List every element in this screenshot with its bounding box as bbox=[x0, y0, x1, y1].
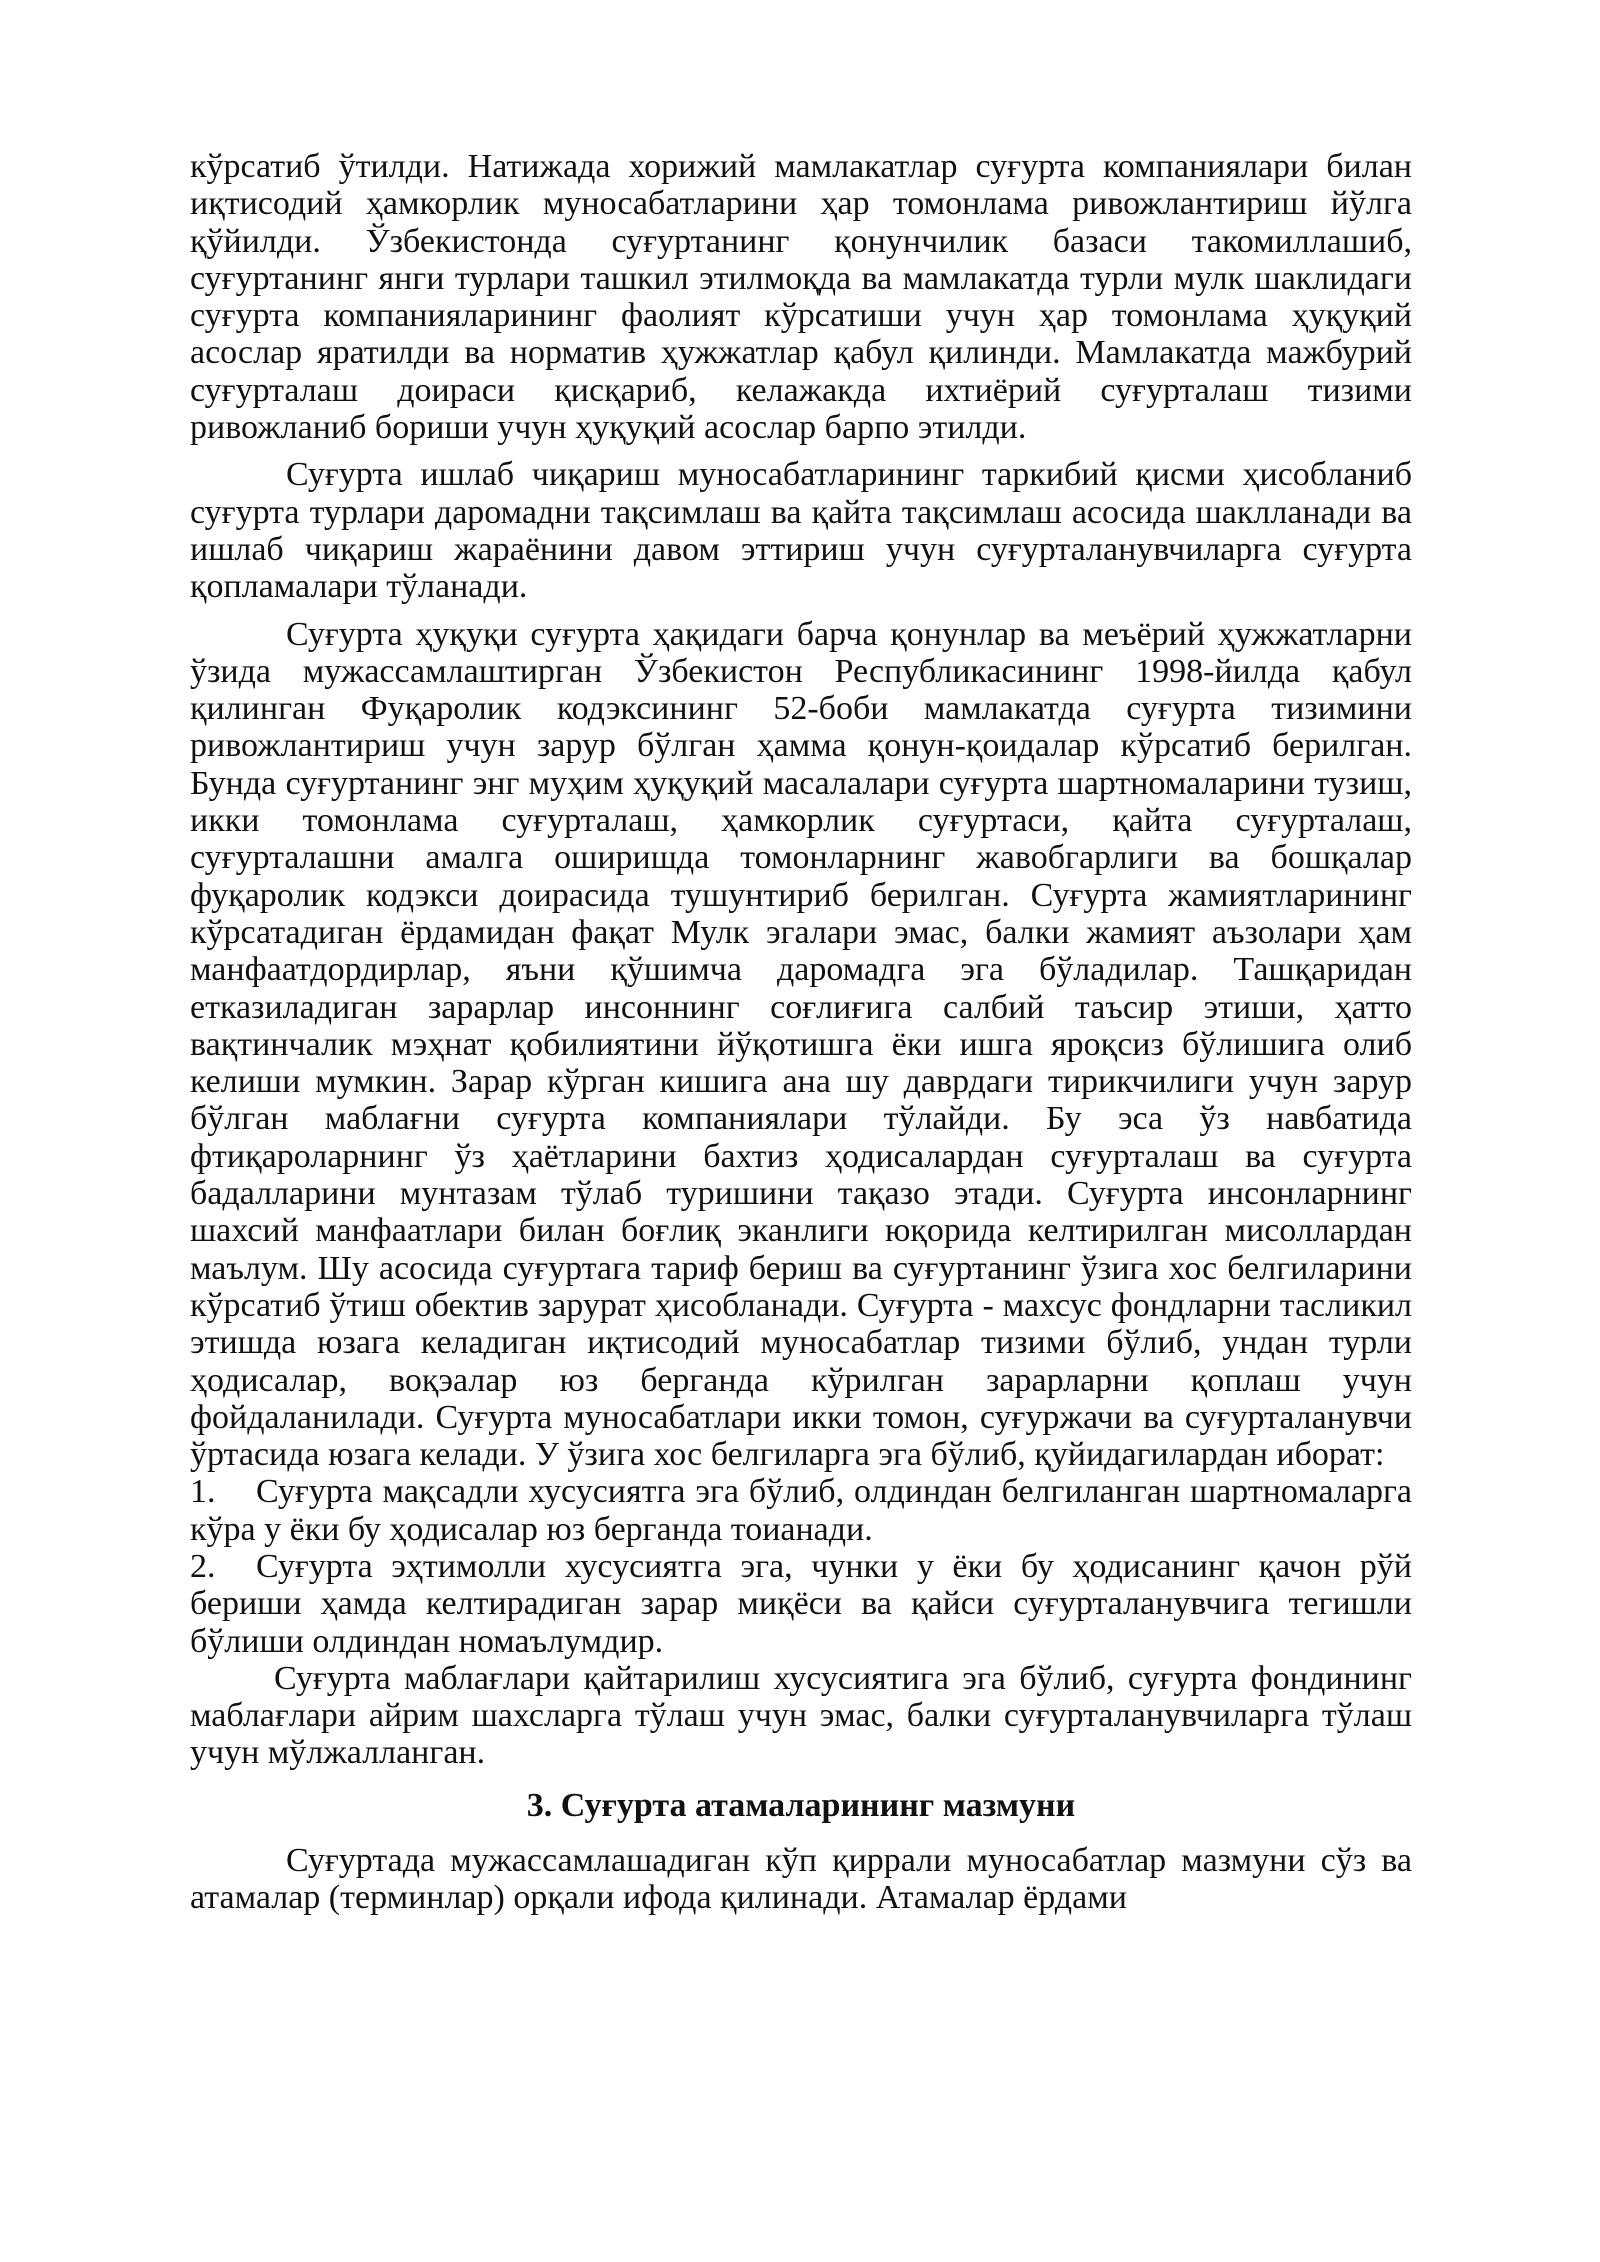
list-item-1 bbox=[190, 1473, 1412, 1548]
paragraph-3: Суғурта ҳуқуқи суғурта ҳақидаги барча қонунлар ва меъёрий ҳужжатларни ўзида мужассамлаштирган Ўзбекистон Республикасининг 1998-йилда қабул қилинган Фуқаролик кодэксининг 52-боби мамлакатда суғурта тизимини ривожлантириш учун зарур бўлган ҳамма қонун-қоидалар кўрсатиб берилган. Бунда суғуртанинг энг муҳим ҳуқуқий масалалари суғурта шартномаларини тузиш, икки томонлама суғурталаш, ҳамкорлик суғуртаси, қайта суғурталаш, суғурталашни амалга оширишда томонларнинг жавобгарлиги ва бошқалар фуқаролик кодэкси доирасида тушунтириб берилган. Суғурта жамиятларининг кўрсатадиган ёрдамидан фақат Мулк эгалари эмас, балки жамият аъзолари ҳам манфаатдордирлар, яъни қўшимча даромадга эга бўладилар. Ташқаридан етказиладиган зарарлар инсоннинг соғлиғига салбий таъсир этиши, ҳатто вақтинчалик мэҳнат қобилиятини йўқотишга ёки ишга яроқсиз бўлишига олиб келиши мумкин. Зарар кўрган кишига ана шу даврдаги тирикчилиги учун зарур бўлган маблағни суғурта компаниялари тўлайди. Бу эса ўз навбатида фтиқароларнинг ўз ҳаётларини бахтиз ҳодисалардан суғурталаш ва суғурта бадалларини мунтазам тўлаб туришини тақазо этади. Суғурта инсонларнинг шахсий манфаатлари билан боғлиқ эканлиги юқорида келтирилган мисоллардан маълум. Шу асосида суғуртага тариф бериш ва суғуртанинг ўзига хос белгиларини кўрсатиб ўтиш обектив зарурат ҳисобланади. Суғурта - махсус фондларни тасликил этишда юзага келадиган иқтисодий муносабатлар тизими бўлиб, ундан турли ҳодисалар, воқэалар юз берганда кўрилган зарарларни қоплаш учун фойдаланилади. Суғурта муносабатлари икки томон, суғуржачи ва суғурталанувчи ўртасида юзага келади. У ўзига хос белгиларга эга бўлиб, қуйидагилардан иборат: bbox=[190, 615, 1412, 1474]
section-paragraph: Суғуртада мужассамлашадиган кўп қиррали муносабатлар мазмуни сўз ва атамалар (терминлар) орқали ифода қилинади. Атамалар ёрдами bbox=[190, 1841, 1412, 1917]
list-text: Суғурта эҳтимолли хусусиятга эга, чунки у ёки бу ҳодисанинг қачон рўй бериши ҳамда келтирадиган зарар миқёси ва қайси суғурталанувчига тегишли бўлиши олдиндан номаълумдир. bbox=[190, 1547, 1412, 1660]
list-item-2 bbox=[190, 1548, 1412, 1660]
paragraph-2: Суғурта ишлаб чиқариш муносабатларининг таркибий қисми ҳисобланиб суғурта турлари даромадни тақсимлаш ва қайта тақсимлаш асосида шаклланади ва ишлаб чиқариш жараёнини давом эттириш учун суғурталанувчиларга суғурта қопламалари тўланади. bbox=[190, 456, 1412, 606]
document-page bbox=[190, 148, 1412, 1916]
paragraph-1: кўрсатиб ўтилди. Натижада хорижий мамлакатлар суғурта компаниялари билан иқтисодий ҳамкорлик муносабатларини ҳар томонлама ривожлантириш йўлга қўйилди. Ўзбекистонда суғуртанинг қонунчилик базаси такомиллашиб, суғуртанинг янги турлари ташкил этилмоқда ва мамлакатда турли мулк шаклидаги суғурта компанияларининг фаолият кўрсатиши учун ҳар томонлама ҳуқуқий асослар яратилди ва норматив ҳужжатлар қабул қилинди. Мамлакатда мажбурий суғурталаш доираси қисқариб, келажакда ихтиёрий суғурталаш тизими ривожланиб бориши учун ҳуқуқий асослар барпо этилди. bbox=[190, 148, 1412, 447]
list-text: Суғурта мақсадли хусусиятга эга бўлиб, олдиндан белгиланган шартномаларга кўра у ёки бу ҳодисалар юз берганда тоианади. bbox=[190, 1473, 1412, 1548]
paragraph-after-list: Суғурта маблағлари қайтарилиш хусусиятига эга бўлиб, суғурта фондининг маблағлари айрим шахсларга тўлаш учун эмас, балки суғурталанувчиларга тўлаш учун мўлжалланган. bbox=[190, 1659, 1412, 1772]
list-number: 1. bbox=[190, 1473, 216, 1511]
list-number: 2. bbox=[190, 1547, 216, 1585]
section-heading: 3. Суғурта атамаларининг мазмуни bbox=[526, 1786, 1076, 1824]
